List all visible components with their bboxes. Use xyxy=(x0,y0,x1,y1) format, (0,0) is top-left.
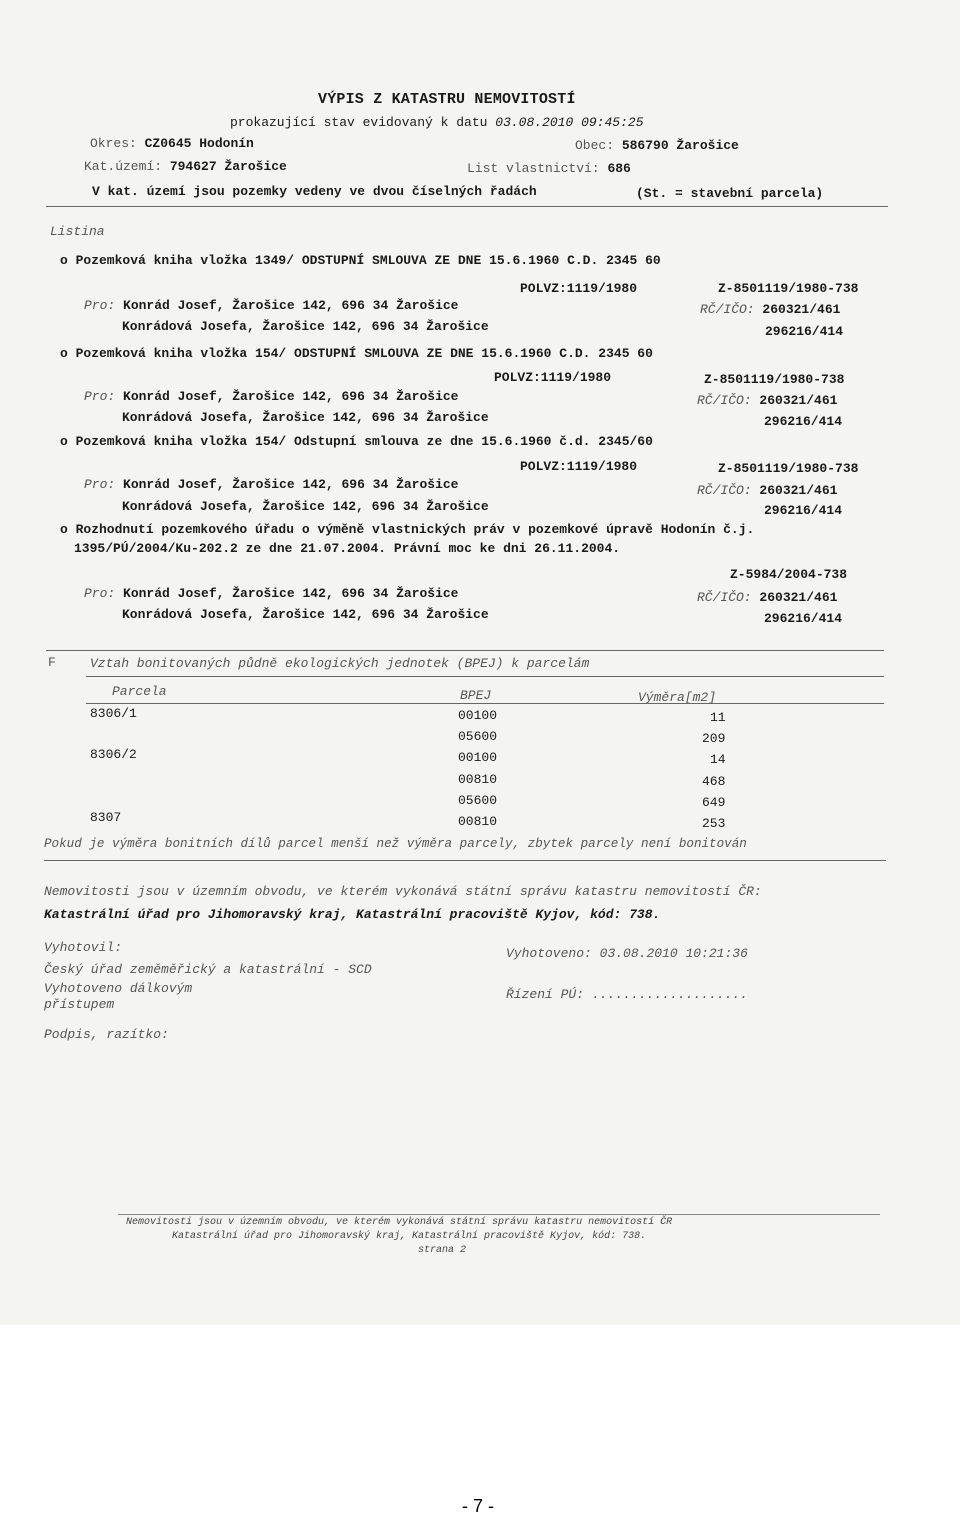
subtitle xyxy=(230,115,644,131)
pro-label: Pro: xyxy=(84,586,116,601)
cell-vymera: 468 xyxy=(702,774,726,789)
rc-label: RČ/IČO: xyxy=(700,302,755,317)
cell-bpej: 05600 xyxy=(458,793,498,808)
col-parcela: Parcela xyxy=(112,684,167,699)
lv-row xyxy=(467,161,631,177)
owner-josefa: Konrádová Josefa, Žarošice 142, 696 34 Žarošice xyxy=(122,410,489,425)
cell-bpej: 00100 xyxy=(458,708,498,723)
pro-row-3 xyxy=(84,477,459,493)
owner-josefa: Konrádová Josefa, Žarošice 142, 696 34 Žarošice xyxy=(122,607,489,622)
section-f-end-divider xyxy=(44,860,886,861)
podpis-label: Podpis, razítko: xyxy=(44,1027,169,1042)
rc-josef: 260321/461 xyxy=(759,590,838,605)
vyhotovil-label: Vyhotovil: xyxy=(44,940,123,955)
header-divider xyxy=(46,206,888,207)
col-vymera: Výměra[m2] xyxy=(638,690,717,705)
z-code-2: Z-8501119/1980-738 xyxy=(704,372,845,387)
rc-row-3 xyxy=(697,483,837,499)
cell-bpej: 00100 xyxy=(458,750,498,765)
listina-entry-3: o Pozemková kniha vložka 154/ Odstupní smlouva ze dne 15.6.1960 č.d. 2345/60 xyxy=(60,434,653,449)
pro-label: Pro: xyxy=(84,389,116,404)
bottom-divider xyxy=(118,1214,880,1215)
obec-label: Obec: xyxy=(575,138,615,153)
rc-josefa: 296216/414 xyxy=(765,324,844,339)
okres-row xyxy=(90,136,254,152)
cell-vymera: 14 xyxy=(710,752,726,767)
rc-label: RČ/IČO: xyxy=(697,483,752,498)
polvz-2: POLVZ:1119/1980 xyxy=(494,370,612,385)
listina-entry-1: o Pozemková kniha vložka 1349/ ODSTUPNÍ SMLOUVA ZE DNE 15.6.1960 C.D. 2345 60 xyxy=(60,253,661,268)
cell-vymera: 649 xyxy=(702,795,726,810)
polvz-3: POLVZ:1119/1980 xyxy=(520,459,638,474)
pro-row-1 xyxy=(84,298,459,314)
cell-parcela: 8306/1 xyxy=(90,706,137,721)
rc-josefa: 296216/414 xyxy=(764,503,843,518)
vyhotoveno-value: 03.08.2010 10:21:36 xyxy=(599,946,748,961)
katuzemi-row xyxy=(84,159,287,175)
decision-line-2: 1395/PÚ/2004/Ku-202.2 ze dne 21.07.2004. Právní moc ke dni 26.11.2004. xyxy=(74,541,621,556)
owner-josefa: Konrádová Josefa, Žarošice 142, 696 34 Žarošice xyxy=(122,319,489,334)
rc-row-1 xyxy=(700,302,840,318)
page-label: strana 2 xyxy=(418,1245,467,1256)
bottom-line-2: Katastrální úřad pro Jihomoravský kraj, Katastrální pracoviště Kyjov, kód: 738. xyxy=(172,1231,647,1242)
page-title: VÝPIS Z KATASTRU NEMOVITOSTÍ xyxy=(318,91,576,108)
subtitle-prefix: prokazující stav evidovaný k datu xyxy=(230,115,488,130)
cell-vymera: 253 xyxy=(702,816,726,831)
decision-line-1: o Rozhodnutí pozemkového úřadu o výměně vlastnických práv v pozemkové úpravě Hodonín č.j. xyxy=(60,522,755,537)
pro-row-2 xyxy=(84,389,459,405)
obec-value: 586790 Žarošice xyxy=(621,138,739,153)
pro-label: Pro: xyxy=(84,477,116,492)
rc-josef: 260321/461 xyxy=(759,393,838,408)
section-f-letter: F xyxy=(48,655,56,670)
rc-josefa: 296216/414 xyxy=(764,611,843,626)
vyhotoveno-label: Vyhotoveno: xyxy=(506,946,592,961)
cell-bpej: 00810 xyxy=(458,814,498,829)
subtitle-date: 03.08.2010 09:45:25 xyxy=(495,115,644,130)
cell-parcela: 8307 xyxy=(90,810,122,825)
section-f-title: Vztah bonitovaných půdně ekologických jednotek (BPEJ) k parcelám xyxy=(90,656,590,671)
katuzemi-label: Kat.území: xyxy=(84,159,163,174)
rc-josef: 260321/461 xyxy=(762,302,841,317)
z-code-1: Z-8501119/1980-738 xyxy=(718,281,859,296)
decision-z-code: Z-5984/2004-738 xyxy=(730,567,848,582)
owner-josef: Konrád Josef, Žarošice 142, 696 34 Žarošice xyxy=(123,389,459,404)
rc-label: RČ/IČO: xyxy=(697,590,752,605)
remote-line-1: Vyhotoveno dálkovým xyxy=(44,981,193,996)
z-code-3: Z-8501119/1980-738 xyxy=(718,461,859,476)
section-f-title-underline xyxy=(86,676,884,677)
bottom-line-1: Nemovitosti jsou v územním obvodu, ve kterém vykonává státní správu katastru nemovitostí ČR xyxy=(126,1217,673,1228)
cell-vymera: 209 xyxy=(702,731,726,746)
bonitace-note: Pokud je výměra bonitních dílů parcel menší než výměra parcely, zbytek parcely není bonitován xyxy=(44,837,747,851)
cell-parcela: 8306/2 xyxy=(90,747,137,762)
rizeni-dots: .................... xyxy=(591,987,748,1002)
owner-josef: Konrád Josef, Žarošice 142, 696 34 Žarošice xyxy=(123,298,459,313)
listina-label: Listina xyxy=(50,224,105,239)
vyhotovil-value: Český úřad zeměměřický a katastrální - SCD xyxy=(44,962,372,977)
office-line-2: Katastrální úřad pro Jihomoravský kraj, Katastrální pracoviště Kyjov, kód: 738. xyxy=(44,907,661,922)
office-line-1: Nemovitosti jsou v územním obvodu, ve kterém vykonává státní správu katastru nemovitostí ČR: xyxy=(44,884,762,899)
rizeni-row xyxy=(506,987,748,1003)
rc-row-2 xyxy=(697,393,837,409)
rc-josefa: 296216/414 xyxy=(764,414,843,429)
area-note: V kat. území jsou pozemky vedeny ve dvou číselných řadách xyxy=(92,184,537,199)
rc-label: RČ/IČO: xyxy=(697,393,752,408)
area-note-legend: (St. = stavební parcela) xyxy=(636,186,824,201)
rc-row-4 xyxy=(697,590,837,606)
katuzemi-value: 794627 Žarošice xyxy=(169,159,287,174)
pro-label: Pro: xyxy=(84,298,116,313)
page-number: - 7 - xyxy=(462,1496,495,1516)
col-bpej: BPEJ xyxy=(460,688,492,703)
owner-josef: Konrád Josef, Žarošice 142, 696 34 Žarošice xyxy=(123,477,459,492)
table-header-underline xyxy=(86,703,884,704)
remote-line-2: přístupem xyxy=(44,997,115,1012)
pro-row-4 xyxy=(84,586,459,602)
rizeni-label: Řízení PÚ: xyxy=(506,987,585,1002)
section-f-divider xyxy=(46,650,884,651)
vyhotoveno-row xyxy=(506,946,748,962)
polvz-1: POLVZ:1119/1980 xyxy=(520,281,638,296)
owner-josefa: Konrádová Josefa, Žarošice 142, 696 34 Žarošice xyxy=(122,499,489,514)
cell-bpej: 00810 xyxy=(458,772,498,787)
obec-row xyxy=(575,138,739,154)
owner-josef: Konrád Josef, Žarošice 142, 696 34 Žarošice xyxy=(123,586,459,601)
lv-label: List vlastnictví: xyxy=(467,161,600,176)
lv-value: 686 xyxy=(607,161,631,176)
cell-vymera: 11 xyxy=(710,710,726,725)
okres-label: Okres: xyxy=(90,136,137,151)
cell-bpej: 05600 xyxy=(458,729,498,744)
listina-entry-2: o Pozemková kniha vložka 154/ ODSTUPNÍ SMLOUVA ZE DNE 15.6.1960 C.D. 2345 60 xyxy=(60,346,653,361)
okres-value: CZ0645 Hodonín xyxy=(144,136,254,151)
rc-josef: 260321/461 xyxy=(759,483,838,498)
